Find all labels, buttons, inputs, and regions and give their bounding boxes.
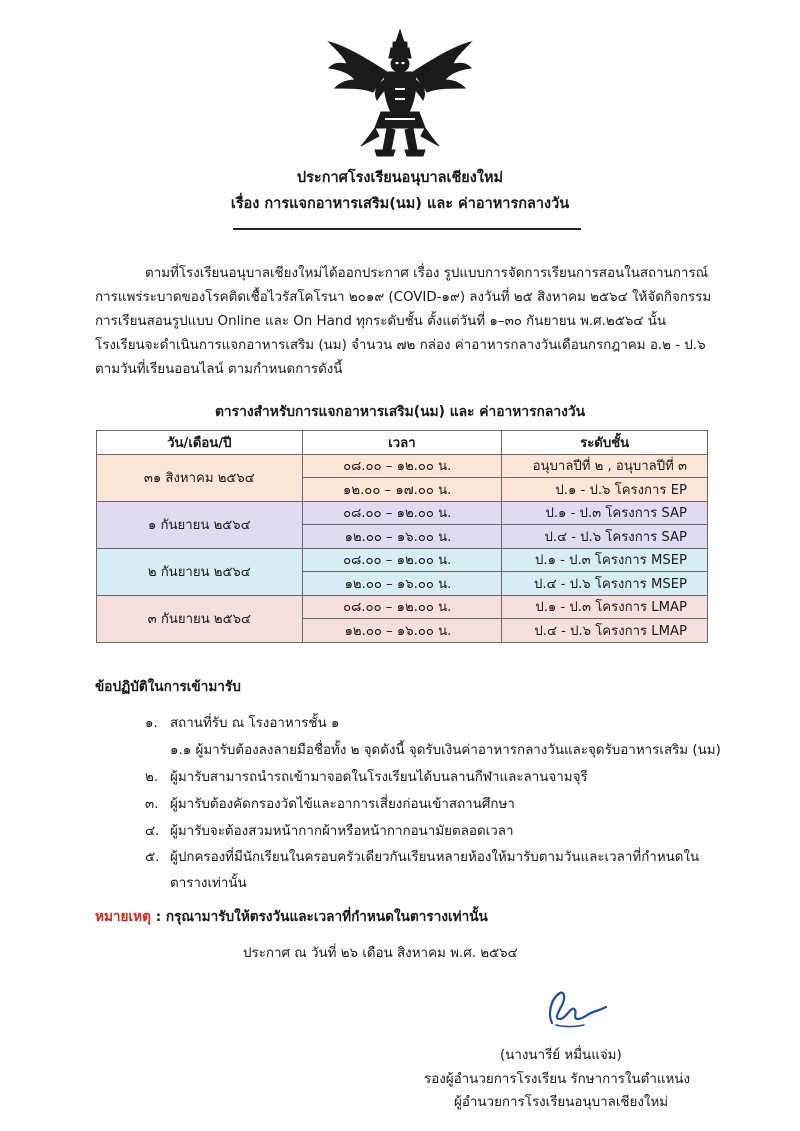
garuda-emblem-icon: [325, 28, 475, 158]
intro-line: โรงเรียนจะดำเนินการแจกอาหารเสริม (นม) จำนวน ๗๒ กล่อง ค่าอาหารกลางวันเดือนกรกฎาคม อ.๒ - ป.๖: [95, 338, 706, 353]
table-row: [97, 454, 708, 478]
level-cell: ป.๑ - ป.๓ โครงการ SAP: [502, 501, 708, 525]
rule-number: ๑.: [145, 716, 158, 731]
date-cell: ๓ กันยายน ๒๕๖๔: [97, 595, 303, 642]
intro-line: ตามที่โรงเรียนอนุบาลเชียงใหม่ได้ออกประกาศ เรื่อง รูปแบบการจัดการเรียนการสอนในสถานการณ์: [145, 266, 709, 281]
table-row: [97, 548, 708, 572]
time-cell: ๐๘.๐๐ – ๑๒.๐๐ น.: [302, 454, 502, 478]
signer-position: รองผู้อำนวยการโรงเรียน รักษาการในตำแหน่ง: [424, 1072, 690, 1087]
header-date: วัน/เดือน/ปี: [97, 431, 303, 455]
rule-number: ๕.: [145, 850, 160, 865]
rule-text: ผู้ปกครองที่มีนักเรียนในครอบครัวเดียวกันเรียนหลายห้องให้มารับตามวันและเวลาที่กำหนดใน: [170, 850, 700, 865]
date-cell: ๑ กันยายน ๒๕๖๔: [97, 501, 303, 548]
time-cell: ๐๘.๐๐ – ๑๒.๐๐ น.: [302, 595, 502, 619]
time-cell: ๑๒.๐๐ – ๑๖.๐๐ น.: [302, 525, 502, 549]
time-cell: ๐๘.๐๐ – ๑๒.๐๐ น.: [302, 501, 502, 525]
level-cell: ป.๑ - ป.๓ โครงการ LMAP: [502, 595, 708, 619]
document-subject: เรื่อง การแจกอาหารเสริม(นม) และ ค่าอาหารกลางวัน: [230, 196, 570, 212]
signer-position: ผู้อำนวยการโรงเรียนอนุบาลเชียงใหม่: [454, 1095, 669, 1110]
note: [95, 905, 488, 927]
level-cell: ป.๔ - ป.๖ โครงการ MSEP: [502, 572, 708, 596]
intro-line: การเรียนสอนรูปแบบ Online และ On Hand ทุกระดับชั้น ตั้งแต่วันที่ ๑–๓๐ กันยายน พ.ศ.๒๕๖๔ นั้น: [95, 314, 667, 329]
table-row: [97, 595, 708, 619]
rule-number: ๒.: [145, 770, 159, 785]
note-label: หมายเหตุ: [95, 909, 151, 925]
signer-name: (นางนารีย์ หมื่นแจ่ม): [500, 1048, 622, 1063]
rules-title: ข้อปฏิบัติในการเข้ามารับ: [95, 679, 241, 695]
level-cell: ป.๔ - ป.๖ โครงการ SAP: [502, 525, 708, 549]
time-cell: ๐๘.๐๐ – ๑๒.๐๐ น.: [302, 548, 502, 572]
level-cell: อนุบาลปีที่ ๒ , อนุบาลปีที่ ๓: [502, 454, 708, 478]
date-cell: ๓๑ สิงหาคม ๒๕๖๔: [97, 454, 303, 501]
level-cell: ป.๑ - ป.๖ โครงการ EP: [502, 478, 708, 502]
intro-line: ตามวันที่เรียนออนไลน์ ตามกำหนดการดังนี้: [95, 362, 343, 377]
schedule-table: [96, 430, 708, 643]
title-divider: [233, 228, 581, 230]
note-separator: :: [155, 909, 162, 925]
time-cell: ๑๒.๐๐ – ๑๗.๐๐ น.: [302, 478, 502, 502]
announce-date: ประกาศ ณ วันที่ ๒๖ เดือน สิงหาคม พ.ศ. ๒๕๖๔: [243, 946, 518, 961]
header-time: เวลา: [302, 431, 502, 455]
level-cell: ป.๑ - ป.๓ โครงการ MSEP: [502, 548, 708, 572]
table-row: [97, 501, 708, 525]
intro-line: การแพร่ระบาดของโรคติดเชื้อไวรัสโคโรนา ๒๐๑๙ (COVID-๑๙) ลงวันที่ ๒๕ สิงหาคม ๒๕๖๔ ให้จัดกิจกรรม: [95, 290, 712, 305]
rule-text: ผู้มารับจะต้องสวมหน้ากากผ้าหรือหน้ากากอนามัยตลอดเวลา: [170, 824, 514, 839]
header-level: ระดับชั้น: [502, 431, 708, 455]
time-cell: ๑๒.๐๐ – ๑๖.๐๐ น.: [302, 619, 502, 643]
time-cell: ๑๒.๐๐ – ๑๖.๐๐ น.: [302, 572, 502, 596]
table-title: ตารางสำหรับการแจกอาหารเสริม(นม) และ ค่าอาหารกลางวัน: [214, 404, 586, 420]
rule-text: ผู้มารับสามารถนำรถเข้ามาจอดในโรงเรียนได้บนลานกีฬาและลานจามจุรี: [170, 770, 588, 785]
rule-text: ๑.๑ ผู้มารับต้องลงลายมือชื่อทั้ง ๒ จุดดังนี้ จุดรับเงินค่าอาหารกลางวันและจุดรับอาหารเสริม (นม): [170, 743, 721, 758]
signature-icon: [530, 985, 610, 1035]
rule-number: ๔.: [145, 824, 160, 839]
rule-text: ตารางเท่านั้น: [170, 876, 247, 891]
document-title: ประกาศโรงเรียนอนุบาลเชียงใหม่: [296, 170, 504, 186]
rule-text: ผู้มารับต้องคัดกรองวัดไข้และอาการเสี่ยงก่อนเข้าสถานศึกษา: [170, 797, 515, 812]
rule-text: สถานที่รับ ณ โรงอาหารชั้น ๑: [170, 716, 340, 731]
date-cell: ๒ กันยายน ๒๕๖๔: [97, 548, 303, 595]
rule-number: ๓.: [145, 797, 159, 812]
level-cell: ป.๔ - ป.๖ โครงการ LMAP: [502, 619, 708, 643]
note-text: กรุณามารับให้ตรงวันและเวลาที่กำหนดในตารางเท่านั้น: [165, 909, 488, 925]
intro-paragraph: [95, 262, 712, 382]
table-header-row: [97, 431, 708, 455]
